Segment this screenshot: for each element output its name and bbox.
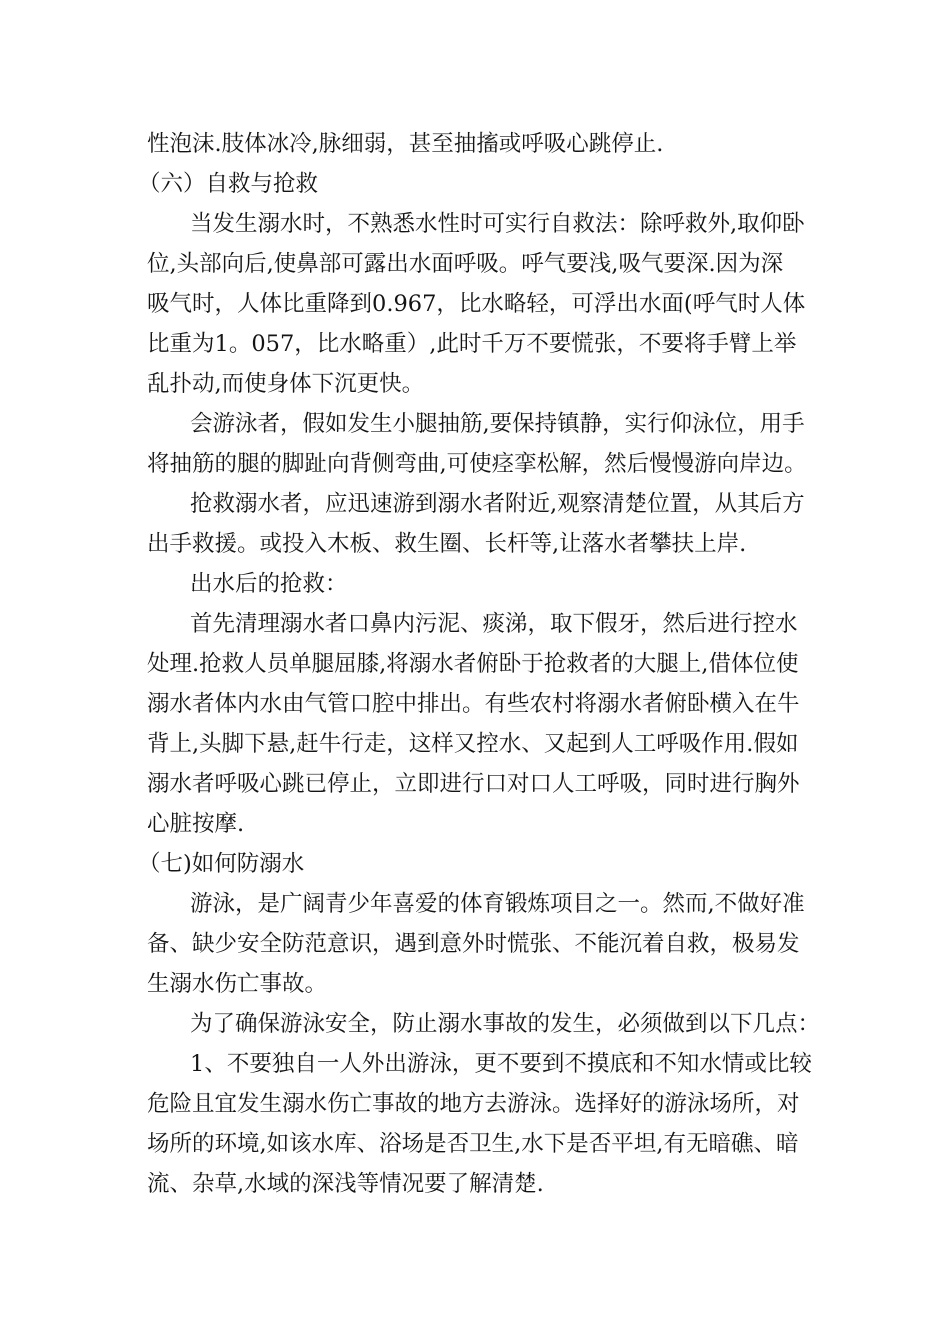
body-text-line: 出手救援。或投入木板、救生圈、长杆等,让落水者攀扶上岸. <box>147 531 747 557</box>
body-text-line: 为了确保游泳安全，防止溺水事故的发生，必须做到以下几点： <box>190 1011 821 1037</box>
body-text-line: 心脏按摩. <box>147 811 245 837</box>
body-text-line: 会游泳者，假如发生小腿抽筋,要保持镇静，实行仰泳位，用手 <box>190 411 805 437</box>
body-text-line: 吸气时，人体比重降到0.967，比水略轻，可浮出水面(呼气时人体 <box>147 291 806 317</box>
body-text-line: 流、杂草,水域的深浅等情况要了解清楚. <box>147 1171 544 1197</box>
body-text-line: 乱扑动,而使身体下沉更快。 <box>147 371 425 397</box>
section-heading: （七)如何防溺水 <box>138 851 305 877</box>
body-text-line: 场所的环境,如该水库、浴场是否卫生,水下是否平坦,有无暗礁、暗 <box>147 1131 799 1157</box>
body-text-line: 首先清理溺水者口鼻内污泥、痰涕，取下假牙，然后进行控水 <box>190 611 798 637</box>
body-text-line: 抢救溺水者，应迅速游到溺水者附近,观察清楚位置，从其后方 <box>190 491 805 517</box>
body-text-line: 比重为1。057，比水略重）,此时千万不要慌张，不要将手臂上举 <box>147 331 797 357</box>
body-text-line: 位,头部向后,使鼻部可露出水面呼吸。呼气要浅,吸气要深.因为深 <box>147 251 784 277</box>
body-text-line: 性泡沫.肢体冰冷,脉细弱，甚至抽搐或呼吸心跳停止. <box>147 131 664 157</box>
body-text-line: 将抽筋的腿的脚趾向背侧弯曲,可使痉挛松解，然后慢慢游向岸边。 <box>147 451 807 477</box>
body-text-line: 处理.抢救人员单腿屈膝,将溺水者俯卧于抢救者的大腿上,借体位使 <box>147 651 799 677</box>
body-text-line: 出水后的抢救： <box>190 571 348 597</box>
body-text-line: 游泳，是广阔青少年喜爱的体育锻炼项目之一。然而,不做好准 <box>190 891 805 917</box>
body-text-line: 生溺水伤亡事故。 <box>147 971 328 997</box>
body-text-line: 1、不要独自一人外出游泳，更不要到不摸底和不知水情或比较 <box>190 1051 812 1077</box>
body-text-line: 备、缺少安全防范意识，遇到意外时慌张、不能沉着自救，极易发 <box>147 931 800 957</box>
body-text-line: 背上,头脚下悬,赶牛行走，这样又控水、又起到人工呼吸作用.假如 <box>147 731 799 757</box>
body-text-line: 溺水者体内水由气管口腔中排出。有些农村将溺水者俯卧横入在牛 <box>147 691 800 717</box>
body-text-line: 当发生溺水时，不熟悉水性时可实行自救法：除呼救外,取仰卧 <box>190 211 805 237</box>
body-text-line: 溺水者呼吸心跳已停止，立即进行口对口人工呼吸，同时进行胸外 <box>147 771 800 797</box>
section-heading: （六）自救与抢救 <box>138 171 319 197</box>
body-text-line: 危险且宜发生溺水伤亡事故的地方去游泳。选择好的游泳场所，对 <box>147 1091 800 1117</box>
